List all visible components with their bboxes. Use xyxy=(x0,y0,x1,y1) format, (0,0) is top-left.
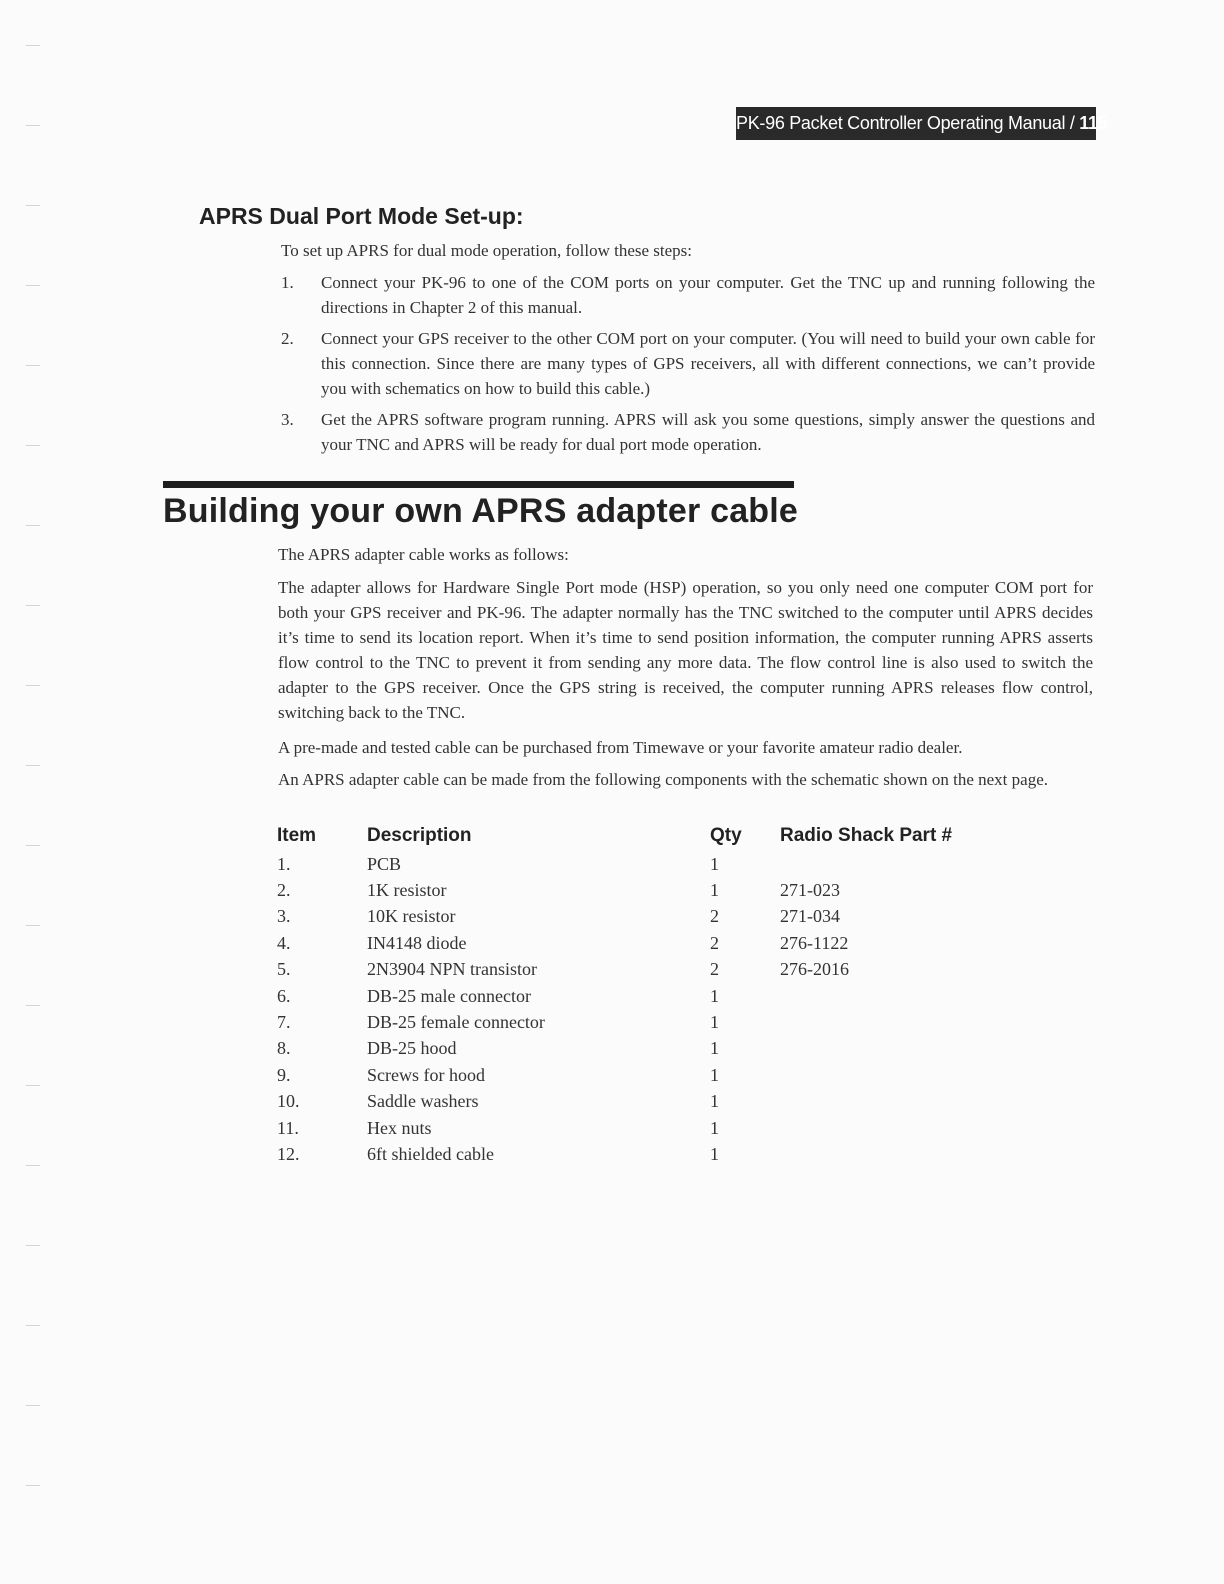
cell-description: Hex nuts xyxy=(367,1117,432,1138)
margin-tick xyxy=(26,1245,40,1246)
step-text: Get the APRS software program running. APRS will ask you some questions, simply answer the questions and your TNC and APRS will be ready for dual port mode operation. xyxy=(321,410,1095,454)
table-row xyxy=(277,930,1000,956)
cell-part xyxy=(780,1009,1000,1035)
cell-item: 10. xyxy=(277,1091,300,1112)
margin-tick xyxy=(26,1405,40,1406)
cell-description: DB-25 male connector xyxy=(367,985,531,1006)
margin-tick xyxy=(26,1485,40,1486)
cell-item: 3. xyxy=(277,906,291,927)
cell-part xyxy=(780,1115,1000,1141)
step-number: 3. xyxy=(281,410,294,429)
table-row xyxy=(277,1009,1000,1035)
cell-description: Screws for hood xyxy=(367,1064,485,1085)
cell-part xyxy=(780,851,1000,877)
margin-tick xyxy=(26,685,40,686)
cell-part: 276-2016 xyxy=(780,959,849,980)
cell-description: 1K resistor xyxy=(367,880,447,901)
cell-item: 7. xyxy=(277,1012,291,1033)
table-row xyxy=(277,1141,1000,1167)
paragraph-how-it-works: The adapter allows for Hardware Single Port mode (HSP) operation, so you only need one computer COM port for both your GPS receiver and PK-96. The adapter normally has the TNC switched to the computer until APRS decides it’s time to send its location report. When it’s time to send position information, the computer running APRS asserts flow control to the TNC to prevent it from sending any more data. The flow control line is also used to switch the adapter to the GPS receiver. Once the GPS string is received, the computer running APRS releases flow control, switching back to the TNC. xyxy=(278,578,1093,722)
margin-tick xyxy=(26,45,40,46)
margin-tick xyxy=(26,765,40,766)
cell-item: 5. xyxy=(277,959,291,980)
margin-tick xyxy=(26,1165,40,1166)
margin-tick xyxy=(26,1085,40,1086)
cell-description: DB-25 female connector xyxy=(367,1012,545,1033)
cell-qty: 1 xyxy=(710,1143,719,1164)
setup-step xyxy=(281,270,1095,320)
setup-steps-list xyxy=(281,270,1095,463)
parts-table xyxy=(277,821,1000,1168)
margin-tick xyxy=(26,205,40,206)
dual-port-intro: To set up APRS for dual mode operation, follow these steps: xyxy=(281,241,693,260)
table-header-row xyxy=(277,821,1000,851)
margin-tick xyxy=(26,1325,40,1326)
cell-description: DB-25 hood xyxy=(367,1038,457,1059)
step-number: 2. xyxy=(281,329,294,348)
cell-qty: 1 xyxy=(710,1091,719,1112)
table-row xyxy=(277,1062,1000,1088)
table-row xyxy=(277,904,1000,930)
cell-qty: 1 xyxy=(710,880,719,901)
cell-description: 6ft shielded cable xyxy=(367,1143,494,1164)
cell-part xyxy=(780,1141,1000,1167)
cell-part: 271-023 xyxy=(780,880,840,901)
manual-title: PK-96 Packet Controller Operating Manual / xyxy=(736,113,1075,133)
step-text: Connect your PK-96 to one of the COM ports on your computer. Get the TNC up and running following the directions in Chapter 2 of this manual. xyxy=(321,273,1095,317)
cell-qty: 1 xyxy=(710,1117,719,1138)
cell-qty: 2 xyxy=(710,906,719,927)
cell-part xyxy=(780,1036,1000,1062)
table-row xyxy=(277,851,1000,877)
margin-tick xyxy=(26,125,40,126)
cell-qty: 1 xyxy=(710,1064,719,1085)
cell-item: 6. xyxy=(277,985,291,1006)
binding-margin-marks xyxy=(26,0,42,1584)
cell-description: 10K resistor xyxy=(367,906,456,927)
cell-part xyxy=(780,1089,1000,1115)
step-number: 1. xyxy=(281,273,294,292)
table-row xyxy=(277,983,1000,1009)
header-part-number: Radio Shack Part # xyxy=(780,825,953,846)
cell-qty: 2 xyxy=(710,959,719,980)
header-description: Description xyxy=(367,825,472,846)
margin-tick xyxy=(26,445,40,446)
cell-item: 2. xyxy=(277,880,291,901)
cell-description: IN4148 diode xyxy=(367,932,467,953)
cell-item: 11. xyxy=(277,1117,299,1138)
margin-tick xyxy=(26,925,40,926)
table-row xyxy=(277,957,1000,983)
cell-part: 276-1122 xyxy=(780,932,849,953)
cell-description: Saddle washers xyxy=(367,1091,479,1112)
paragraph-purchase: A pre-made and tested cable can be purchased from Timewave or your favorite amateur radio dealer. xyxy=(278,738,963,757)
cell-part: 271-034 xyxy=(780,906,840,927)
cell-item: 4. xyxy=(277,932,291,953)
cell-description: PCB xyxy=(367,853,402,874)
table-row xyxy=(277,1089,1000,1115)
header-item: Item xyxy=(277,825,317,846)
cell-part xyxy=(780,1062,1000,1088)
setup-step xyxy=(281,326,1095,401)
margin-tick xyxy=(26,285,40,286)
paragraph-intro: The APRS adapter cable works as follows: xyxy=(278,545,569,564)
step-text: Connect your GPS receiver to the other COM port on your computer. (You will need to build your own cable for this connection. Since there are many types of GPS receivers, all with different connections, we can’t provide you with schematics on how to build this cable.) xyxy=(321,329,1095,398)
cell-item: 12. xyxy=(277,1143,300,1164)
table-row xyxy=(277,1115,1000,1141)
page-number: 115 xyxy=(1079,113,1108,133)
section-rule xyxy=(163,481,794,488)
running-header xyxy=(736,107,1108,140)
cell-qty: 1 xyxy=(710,853,719,874)
cell-item: 1. xyxy=(277,853,291,874)
header-qty: Qty xyxy=(710,825,742,846)
margin-tick xyxy=(26,605,40,606)
cell-description: 2N3904 NPN transistor xyxy=(367,959,537,980)
cell-item: 9. xyxy=(277,1064,291,1085)
table-row xyxy=(277,1036,1000,1062)
cell-qty: 2 xyxy=(710,932,719,953)
cell-item: 8. xyxy=(277,1038,291,1059)
paragraph-components: An APRS adapter cable can be made from the following components with the schematic shown on the next page. xyxy=(278,770,1048,789)
margin-tick xyxy=(26,845,40,846)
cell-part xyxy=(780,983,1000,1009)
margin-tick xyxy=(26,525,40,526)
cell-qty: 1 xyxy=(710,1038,719,1059)
dual-port-heading: APRS Dual Port Mode Set-up: xyxy=(199,203,524,229)
margin-tick xyxy=(26,1005,40,1006)
table-row xyxy=(277,877,1000,903)
setup-step xyxy=(281,407,1095,457)
margin-tick xyxy=(26,365,40,366)
adapter-cable-heading: Building your own APRS adapter cable xyxy=(163,492,799,530)
cell-qty: 1 xyxy=(710,985,719,1006)
cell-qty: 1 xyxy=(710,1012,719,1033)
